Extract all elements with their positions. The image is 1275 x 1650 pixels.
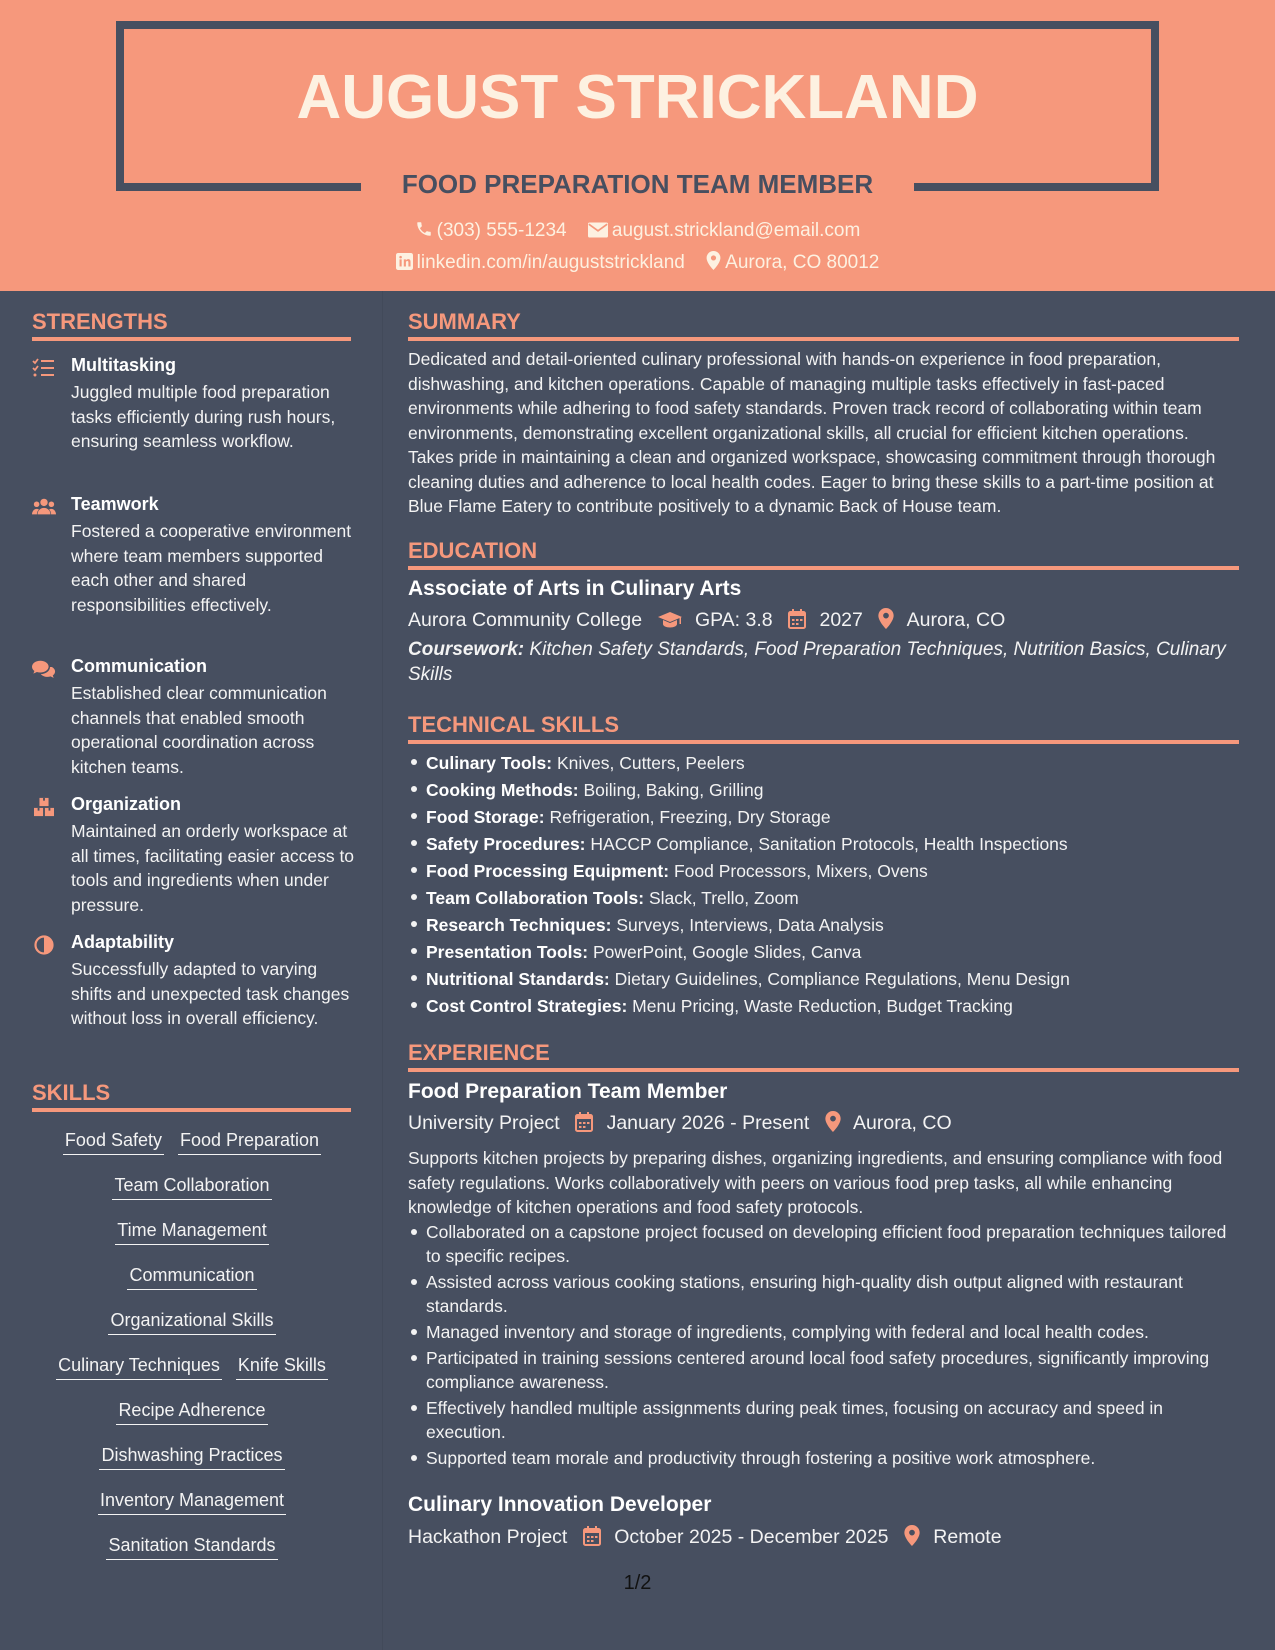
- skill-tag: Culinary Techniques: [56, 1355, 222, 1380]
- list-item: [408, 858, 1238, 885]
- skill-tag: Inventory Management: [98, 1490, 286, 1515]
- skills-heading: SKILLS: [32, 1080, 111, 1105]
- summary-rule: [408, 337, 1239, 341]
- strengths-rule: [32, 337, 351, 341]
- users-icon: [32, 497, 56, 517]
- half-circle-icon: [32, 935, 56, 955]
- job-bullets: [408, 1220, 1238, 1472]
- skill-label: Nutritional Standards:: [426, 969, 610, 989]
- phone-text: (303) 555-1234: [436, 220, 567, 241]
- skill-value: Knives, Cutters, Peelers: [556, 753, 745, 773]
- strength-title: Adaptability: [71, 932, 175, 952]
- coursework-label: Coursework:: [408, 639, 525, 660]
- calendar-icon: [575, 1112, 593, 1132]
- email-text: august.strickland@email.com: [611, 220, 861, 241]
- map-pin-icon: [706, 251, 721, 270]
- skills-row: [32, 1130, 352, 1155]
- list-check-icon: [32, 358, 56, 378]
- contact-row: [0, 251, 1275, 274]
- technical-skills-heading: TECHNICAL SKILLS: [408, 712, 620, 737]
- strength-description: Maintained an orderly workspace at all times, facilitating easier access to tools and ingredients when under pressure.: [71, 821, 355, 915]
- skill-tag: Time Management: [115, 1220, 268, 1245]
- skill-label: Cost Control Strategies:: [426, 996, 628, 1016]
- envelope-icon: [588, 222, 608, 238]
- graduation-year: 2027: [819, 609, 863, 631]
- summary-heading: SUMMARY: [408, 309, 521, 334]
- list-item: Managed inventory and storage of ingredients, complying with federal and local health codes.: [408, 1320, 1238, 1344]
- job-location: Aurora, CO: [853, 1112, 952, 1134]
- strength-description: Juggled multiple food preparation tasks efficiently during rush hours, ensuring seamless workflow.: [71, 382, 336, 451]
- skill-tag: Communication: [127, 1265, 256, 1290]
- skill-label: Safety Procedures:: [426, 834, 586, 854]
- skill-value: Slack, Trello, Zoom: [648, 888, 799, 908]
- phone-contact[interactable]: [415, 220, 572, 241]
- skill-label: Presentation Tools:: [426, 942, 589, 962]
- calendar-icon: [788, 609, 806, 629]
- skills-row: [32, 1355, 352, 1380]
- linkedin-contact[interactable]: [396, 252, 691, 273]
- skill-tag: Food Preparation: [178, 1130, 321, 1155]
- job-title: Culinary Innovation Developer: [408, 1493, 712, 1516]
- list-item: Supported team morale and productivity through fostering a positive work atmosphere.: [408, 1446, 1238, 1470]
- skills-row: [32, 1490, 352, 1515]
- skill-label: Food Storage:: [426, 807, 545, 827]
- linkedin-icon: [396, 253, 413, 270]
- email-contact[interactable]: [588, 220, 860, 241]
- skills-row: [32, 1310, 352, 1335]
- skill-value: Menu Pricing, Waste Reduction, Budget Tracking: [632, 996, 1013, 1016]
- skill-value: PowerPoint, Google Slides, Canva: [592, 942, 862, 962]
- coursework-list: Kitchen Safety Standards, Food Preparation Techniques, Nutrition Basics, Culinary Skills: [408, 639, 1226, 685]
- skill-label: Culinary Tools:: [426, 753, 553, 773]
- skill-label: Research Techniques:: [426, 915, 612, 935]
- skill-label: Cooking Methods:: [426, 780, 579, 800]
- skill-tag: Team Collaboration: [112, 1175, 271, 1200]
- job-title: Food Preparation Team Member: [408, 1080, 728, 1103]
- list-item: Collaborated on a capstone project focused on developing efficient food preparation techniques tailored to specific recipes.: [408, 1220, 1238, 1268]
- technical-skills-list: [408, 750, 1238, 1020]
- list-item: [408, 912, 1238, 939]
- technical-skills-rule: [408, 740, 1239, 744]
- page-number: 1/2: [623, 1572, 652, 1594]
- calendar-icon: [583, 1526, 601, 1546]
- job-description: Supports kitchen projects by preparing dishes, organizing ingredients, and ensuring compliance with food safety regulations. Works collaboratively with peers on various food prep tasks, all while enhancing knowledge of kitchen operations and food safety protocols.: [408, 1148, 1223, 1217]
- coursework: [408, 637, 1238, 687]
- comments-icon: [32, 659, 56, 679]
- skill-tag: Knife Skills: [236, 1355, 328, 1380]
- map-pin-icon: [904, 1525, 920, 1546]
- degree-title: Associate of Arts in Culinary Arts: [408, 577, 742, 600]
- skill-tag: Sanitation Standards: [106, 1535, 277, 1560]
- location-contact: [706, 252, 879, 273]
- skills-row: [32, 1400, 352, 1425]
- strength-title: Teamwork: [71, 494, 159, 514]
- education-meta: [408, 608, 1238, 632]
- job-meta: [408, 1525, 1238, 1549]
- summary-text: Dedicated and detail-oriented culinary professional with hands-on experience in food preparation, dishwashing, and kitchen operations. Capable of managing multiple tasks effectively in fast-paced environments while adhering to food safety standards. Proven track record of collaborating within team environments, demonstrating excellent organizational skills, all crucial for efficient kitchen operations. Takes pride in maintaining a clean and organized workspace, showcasing commitment through thorough cleaning duties and adherence to local health codes. Eager to bring these skills to a part-time position at Blue Flame Eatery to contribute positively to a dynamic Back of House team.: [408, 349, 1216, 516]
- resume-header: [0, 0, 1275, 291]
- list-item: [408, 804, 1238, 831]
- boxes-icon: [32, 797, 56, 817]
- skill-tag: Organizational Skills: [108, 1310, 275, 1335]
- strength-title: Organization: [71, 794, 182, 814]
- job-dates: October 2025 - December 2025: [614, 1526, 889, 1548]
- strength-description: Fostered a cooperative environment where team members supported each other and shared responsibilities effectively.: [71, 521, 352, 615]
- column-divider: [382, 291, 383, 1650]
- job-dates: January 2026 - Present: [606, 1112, 810, 1134]
- strength-title: Communication: [71, 656, 208, 676]
- graduation-cap-icon: [658, 611, 682, 629]
- skills-row: [32, 1175, 352, 1200]
- list-item: [408, 831, 1238, 858]
- map-pin-icon: [878, 608, 894, 629]
- candidate-name: AUGUST STRICKLAND: [296, 63, 979, 132]
- job-org: Hackathon Project: [408, 1526, 568, 1548]
- experience-heading: EXPERIENCE: [408, 1040, 550, 1065]
- list-item: [408, 966, 1238, 993]
- list-item: [408, 885, 1238, 912]
- skill-value: HACCP Compliance, Sanitation Protocols, Health Inspections: [590, 834, 1068, 854]
- skills-row: [32, 1535, 352, 1560]
- skill-value: Boiling, Baking, Grilling: [583, 780, 764, 800]
- school-location: Aurora, CO: [906, 609, 1006, 631]
- list-item: [408, 993, 1238, 1020]
- list-item: [408, 750, 1238, 777]
- skill-value: Dietary Guidelines, Compliance Regulations, Menu Design: [614, 969, 1070, 989]
- education-rule: [408, 566, 1239, 570]
- skills-row: [32, 1220, 352, 1245]
- skill-label: Food Processing Equipment:: [426, 861, 670, 881]
- header-frame: [116, 21, 1159, 29]
- skill-value: Food Processors, Mixers, Ovens: [673, 861, 928, 881]
- linkedin-text: linkedin.com/in/auguststrickland: [416, 252, 685, 273]
- strength-description: Successfully adapted to varying shifts and unexpected task changes without loss in overall efficiency.: [71, 959, 350, 1028]
- skill-label: Team Collaboration Tools:: [426, 888, 645, 908]
- list-item: Effectively handled multiple assignments during peak times, focusing on accuracy and speed in execution.: [408, 1396, 1238, 1444]
- location-text: Aurora, CO 80012: [725, 252, 880, 273]
- strength-title: Multitasking: [71, 355, 177, 375]
- experience-rule: [408, 1068, 1239, 1072]
- list-item: Participated in training sessions centered around local food safety procedures, significantly improving compliance awareness.: [408, 1346, 1238, 1394]
- list-item: [408, 777, 1238, 804]
- strengths-heading: STRENGTHS: [32, 309, 168, 334]
- skill-value: Surveys, Interviews, Data Analysis: [616, 915, 884, 935]
- gpa-text: GPA: 3.8: [694, 609, 773, 631]
- candidate-role: FOOD PREPARATION TEAM MEMBER: [401, 169, 874, 199]
- job-org: University Project: [408, 1112, 560, 1134]
- skill-tag: Food Safety: [63, 1130, 164, 1155]
- education-heading: EDUCATION: [408, 538, 538, 563]
- school-name: Aurora Community College: [408, 609, 643, 631]
- skills-rule: [32, 1108, 351, 1112]
- skill-value: Refrigeration, Freezing, Dry Storage: [549, 807, 831, 827]
- list-item: [408, 939, 1238, 966]
- job-location: Remote: [933, 1526, 1002, 1548]
- skills-row: [32, 1265, 352, 1290]
- phone-icon: [415, 220, 433, 238]
- skill-tag: Dishwashing Practices: [99, 1445, 284, 1470]
- strength-description: Established clear communication channels that enabled smooth operational coordination across kitchen teams.: [71, 683, 327, 777]
- skill-tag: Recipe Adherence: [116, 1400, 267, 1425]
- skills-row: [32, 1445, 352, 1470]
- job-meta: [408, 1111, 1238, 1135]
- map-pin-icon: [825, 1111, 841, 1132]
- list-item: Assisted across various cooking stations, ensuring high-quality dish output aligned with restaurant standards.: [408, 1270, 1238, 1318]
- contact-row: [0, 220, 1275, 242]
